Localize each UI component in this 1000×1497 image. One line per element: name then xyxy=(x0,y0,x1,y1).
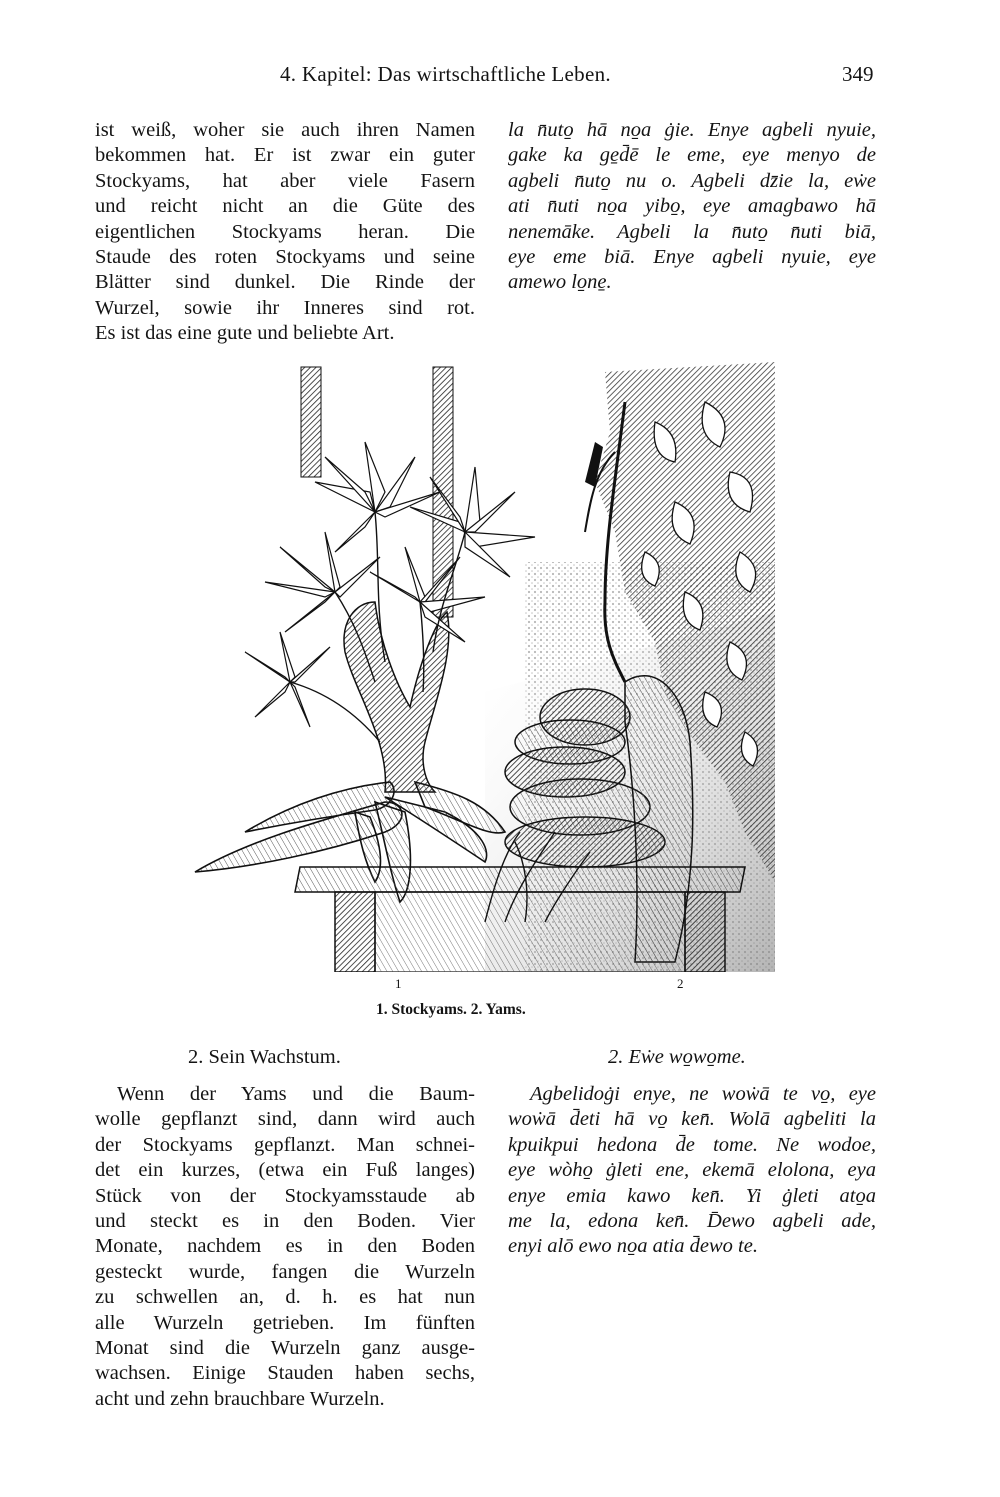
text-line: wolle gepflanzt sind, dann wird auch xyxy=(95,1108,475,1131)
text-line: eye eme biā. Enye agbeli nyuie, eye xyxy=(508,246,876,269)
illustration-stockyams-yams xyxy=(185,362,775,972)
right-column-bottom xyxy=(508,1082,876,1260)
figure-label-2: 2 xyxy=(677,976,684,991)
text-line: kpuikpui hedona d̄e tome. Ne wodoe, xyxy=(508,1133,876,1156)
paragraph-growth-german xyxy=(95,1082,475,1412)
text-line: enye emia kawo ken̄. Yi ġleti ato̱a xyxy=(508,1184,876,1207)
paragraph-red-stockyams xyxy=(95,118,475,347)
text-line: Monate, nachdem es in den Boden xyxy=(95,1235,475,1258)
text-line: der Stockyams gepflanzt. Man schnei- xyxy=(95,1133,475,1156)
left-column-bottom xyxy=(95,1082,475,1412)
text-line: amewo lo̱ne̱. xyxy=(508,271,612,294)
stockyams-stake-left xyxy=(301,367,321,477)
text-line: und steckt es in den Boden. Vier xyxy=(95,1210,475,1233)
paragraph-ewe-top xyxy=(508,118,876,296)
text-line: Wenn der Yams und die Baum- xyxy=(117,1083,475,1105)
text-line: Stockyams, hat aber viele Fasern xyxy=(95,169,475,192)
text-line: ati n̄uti no̱a yibo̱, eye amagbawo hā xyxy=(508,195,876,218)
text-line: gake ka ge̱d̄ē le eme, eye menyo de xyxy=(508,144,876,167)
figure-caption: 1. Stockyams. 2. Yams. xyxy=(376,1001,526,1018)
running-head: 4. Kapitel: Das wirtschaftliche Leben. xyxy=(280,62,611,86)
text-line: Wurzel, sowie ihr Inneres sind rot. xyxy=(95,296,475,319)
text-line: und reicht nicht an die Güte des xyxy=(95,195,475,218)
left-column-top xyxy=(95,118,475,347)
page-number: 349 xyxy=(842,62,874,86)
text-line: ist weiß, woher sie auch ihren Namen xyxy=(95,119,475,141)
text-line: agbeli n̄uto̱ nu o. Agbeli dz̄ie la, eẇe xyxy=(508,169,876,192)
text-line: enyi alō ewo no̱a atia d̄ewo te. xyxy=(508,1235,758,1258)
text-line: Monat sind die Wurzeln ganz ausge- xyxy=(95,1337,475,1360)
text-line: zu schwellen an, d. h. es hat nun xyxy=(95,1286,475,1309)
text-line: Stück von der Stockyamsstaude ab xyxy=(95,1184,475,1207)
text-line: eye wòho̱ ġleti ene, ekemā elolona, eya xyxy=(508,1159,876,1182)
text-line: Staude des roten Stockyams und seine xyxy=(95,246,475,269)
text-line: gesteckt wurde, fangen die Wurzeln xyxy=(95,1260,475,1283)
text-line: la n̄uto̱ hā no̱a ġie. Enye agbeli nyuie, xyxy=(508,119,876,141)
text-line: Blätter sind dunkel. Die Rinde der xyxy=(95,271,475,294)
paragraph-growth-ewe xyxy=(508,1082,876,1260)
text-line: eigentlichen Stockyams heran. Die xyxy=(95,220,475,243)
text-line: nenemāke. Agbeli la n̄uto̱ n̄uti biā, xyxy=(508,220,876,243)
section-heading-ewe: 2. Eẇe wo̱wo̱me. xyxy=(608,1046,746,1068)
text-line: det ein kurzes, (etwa ein Fuß langes) xyxy=(95,1159,475,1182)
text-line: acht und zehn brauchbare Wurzeln. xyxy=(95,1387,385,1410)
text-line: alle Wurzeln getrieben. Im fünften xyxy=(95,1311,475,1334)
text-line: Agbelidoġi enye, ne woẇā te vo̱, eye xyxy=(530,1083,876,1105)
text-line: wachsen. Einige Stauden haben sechs, xyxy=(95,1362,475,1385)
text-line: woẇā d̄eti hā vo̱ ken̄. Wolā agbeliti la xyxy=(508,1108,876,1131)
right-column-top xyxy=(508,118,876,296)
figure-label-1: 1 xyxy=(395,976,402,991)
section-heading-german: 2. Sein Wachstum. xyxy=(188,1046,341,1068)
text-line: me la, edona ken̄. D̄ewo agbeli ade, xyxy=(508,1210,876,1233)
text-line: bekommen hat. Er ist zwar ein guter xyxy=(95,144,475,167)
text-line: Es ist das eine gute und beliebte Art. xyxy=(95,322,395,345)
